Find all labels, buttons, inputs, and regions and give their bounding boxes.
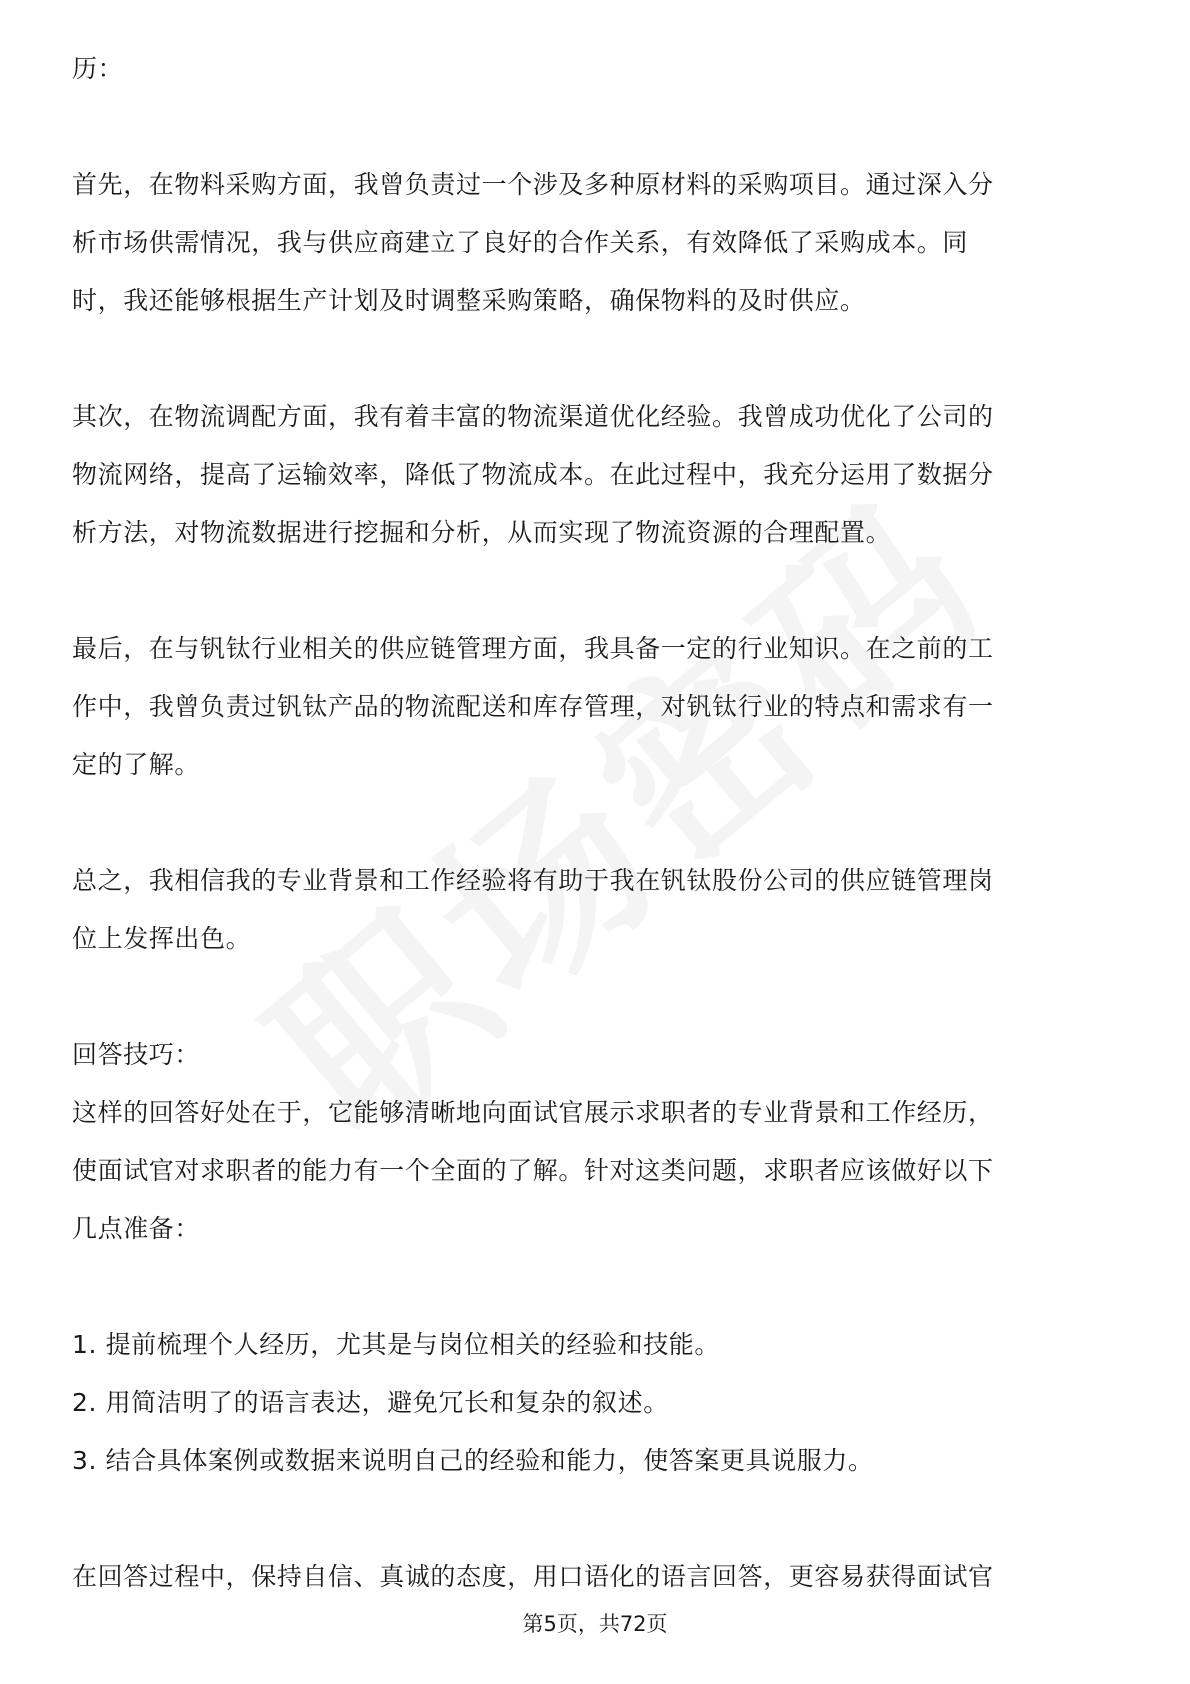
text-line: 历： [72, 54, 124, 83]
text-line: 几点准备： [72, 1214, 201, 1243]
text-line: 作中，我曾负责过钒钛产品的物流配送和库存管理，对钒钛行业的特点和需求有一 [72, 692, 994, 721]
blank-line [72, 330, 1122, 388]
list-item: 3. 结合具体案例或数据来说明自己的经验和能力，使答案更具说服力。 [72, 1446, 874, 1475]
text-line: 析市场供需情况，我与供应商建立了良好的合作关系，有效降低了采购成本。同 [72, 228, 969, 257]
text-line: 时，我还能够根据生产计划及时调整采购策略，确保物料的及时供应。 [72, 286, 866, 315]
text-line: 在回答过程中，保持自信、真诚的态度，用口语化的语言回答，更容易获得面试官 [72, 1562, 994, 1591]
text-line: 使面试官对求职者的能力有一个全面的了解。针对这类问题，求职者应该做好以下 [72, 1156, 994, 1185]
text-line: 析方法，对物流数据进行挖掘和分析，从而实现了物流资源的合理配置。 [72, 518, 892, 547]
list-item: 2. 用简洁明了的语言表达，避免冗长和复杂的叙述。 [72, 1388, 669, 1417]
text-line: 定的了解。 [72, 750, 201, 779]
document-body [72, 40, 1122, 1606]
blank-line [72, 1258, 1122, 1316]
blank-line [72, 794, 1122, 852]
text-line: 物流网络，提高了运输效率，降低了物流成本。在此过程中，我充分运用了数据分 [72, 460, 994, 489]
blank-line [72, 98, 1122, 156]
text-line: 最后，在与钒钛行业相关的供应链管理方面，我具备一定的行业知识。在之前的工 [72, 634, 994, 663]
text-line: 首先，在物料采购方面，我曾负责过一个涉及多种原材料的采购项目。通过深入分 [72, 170, 994, 199]
text-line: 这样的回答好处在于，它能够清晰地向面试官展示求职者的专业背景和工作经历， [72, 1098, 994, 1127]
blank-line [72, 1490, 1122, 1548]
text-line: 位上发挥出色。 [72, 924, 252, 953]
page-number-footer: 第5页，共72页 [522, 1612, 668, 1636]
text-line: 其次，在物流调配方面，我有着丰富的物流渠道优化经验。我曾成功优化了公司的 [72, 402, 994, 431]
text-line: 总之，我相信我的专业背景和工作经验将有助于我在钒钛股份公司的供应链管理岗 [72, 866, 994, 895]
section-heading: 回答技巧： [72, 1040, 201, 1069]
blank-line [72, 968, 1122, 1026]
blank-line [72, 562, 1122, 620]
list-item: 1. 提前梳理个人经历，尤其是与岗位相关的经验和技能。 [72, 1330, 721, 1359]
